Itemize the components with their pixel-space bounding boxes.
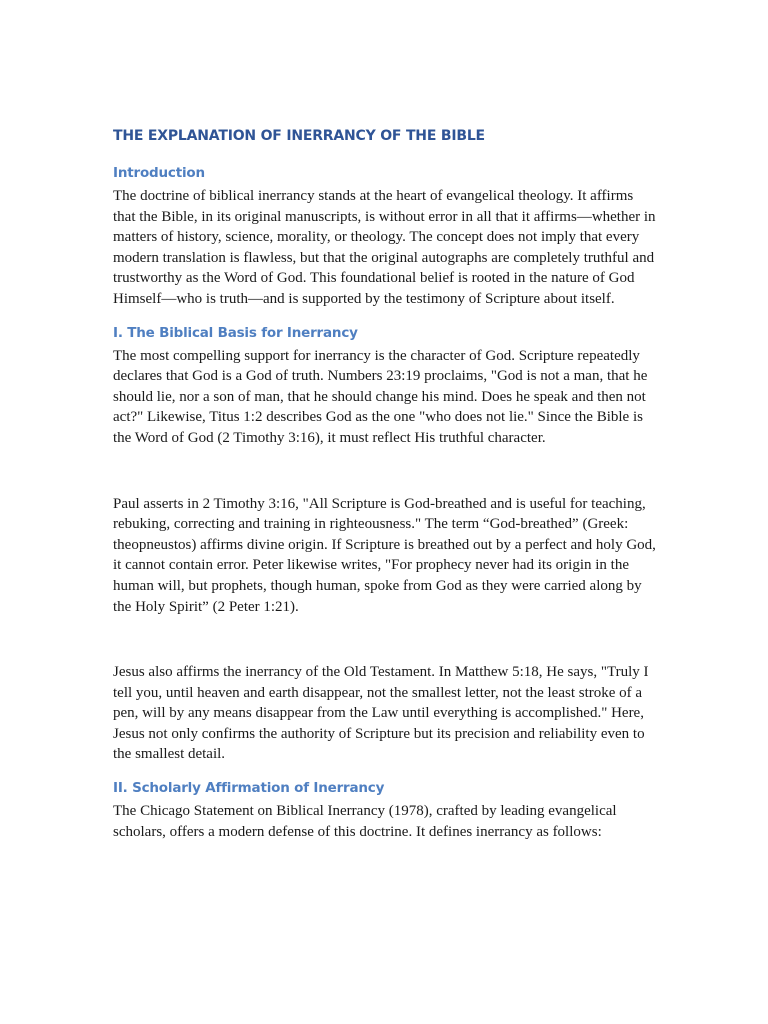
document-title: THE EXPLANATION OF INERRANCY OF THE BIBLE (113, 128, 485, 144)
biblical-basis-paragraph-3: Jesus also affirms the inerrancy of the Old Testament. In Matthew 5:18, He says, "Truly I tell you, until heaven and earth disappear, not the smallest letter, not the least stroke of a pen, will by any means disappear from the Law until everything is accomplished." Here, Jesus not only confirms the authority of Scripture but its precision and reliability even to the smallest detail. (113, 664, 649, 763)
introduction-paragraph: The doctrine of biblical inerrancy stands at the heart of evangelical theology. It affirms that the Bible, in its original manuscripts, is without error in all that it affirms—whether in matters of history, science, morality, or theology. The concept does not imply that every modern translation is flawless, but that the original autographs are completely truthful and trustworthy as the Word of God. This foundational belief is rooted in the nature of God Himself—who is truth—and is supported by the testimony of Scripture about itself. (113, 188, 656, 307)
scholarly-affirmation-paragraph: The Chicago Statement on Biblical Inerrancy (1978), crafted by leading evangelical scholars, offers a modern defense of this doctrine. It defines inerrancy as follows: (113, 803, 617, 840)
biblical-basis-paragraph-1: The most compelling support for inerrancy is the character of God. Scripture repeatedly declares that God is a God of truth. Numbers 23:19 proclaims, "God is not a man, that he should lie, nor a son of man, that he should change his mind. Does he speak and then not act?" Likewise, Titus 1:2 describes God as the one "who does not lie." Since the Bible is the Word of God (2 Timothy 3:16), it must reflect His truthful character. (113, 347, 648, 446)
section-heading-scholarly-affirmation: II. Scholarly Affirmation of Inerrancy (113, 780, 385, 797)
section-heading-biblical-basis: I. The Biblical Basis for Inerrancy (113, 324, 358, 341)
document-page (113, 126, 658, 842)
section-heading-introduction: Introduction (113, 165, 205, 181)
biblical-basis-paragraph-2: Paul asserts in 2 Timothy 3:16, "All Scripture is God-breathed and is useful for teaching, rebuking, correcting and training in righteousness." The term “God-breathed” (Greek: theopneustos) affirms divine origin. If Scripture is breathed out by a perfect and holy God, it cannot contain error. Peter likewise writes, "For prophecy never had its origin in the human will, but prophets, though human, spoke from God as they were carried along by the Holy Spirit” (2 Peter 1:21). (113, 495, 656, 615)
